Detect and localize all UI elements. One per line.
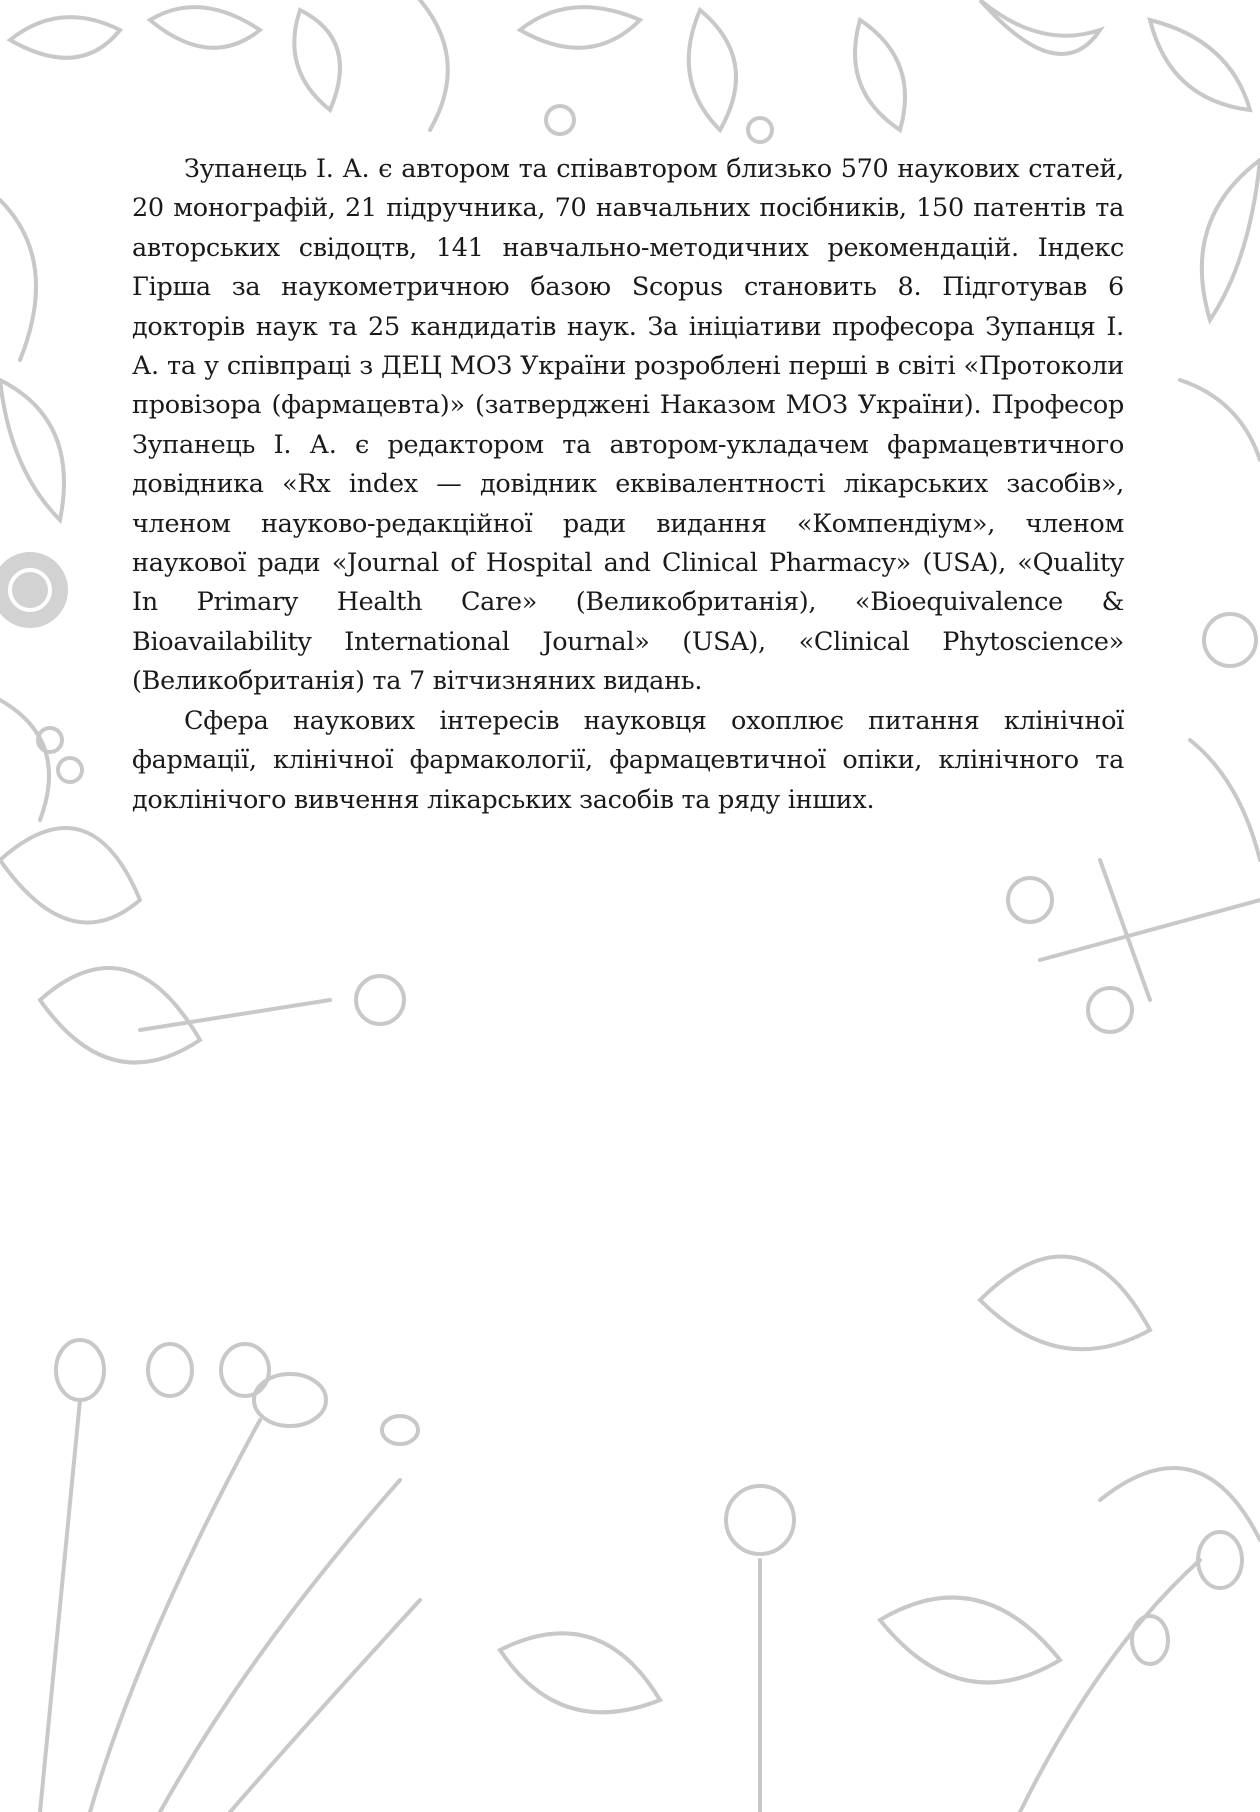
paragraph-research-interests: Сфера наукових інтересів науковця охоплює питання клінічної фармації, клінічної фармакології, фармацевтичної опіки, клінічного та доклінічого вивчення лікарських засобів та ряду інших. (132, 705, 1124, 815)
document-body (132, 150, 1124, 820)
paragraph-publications: Зупанець І. А. є автором та співавтором близько 570 наукових статей, 20 монографій, 21 підручника, 70 навчальних посібників, 150 патентів та авторських свідоцтв, 141 навчально-методичних рекомендацій. Індекс Гірша за наукометричною базою Scopus становить 8. Підготував 6 докторів наук та 25 кандидатів наук. За ініціативи професора Зупанця І. А. та у співпраці з ДЕЦ МОЗ України розроблені перші в світі «Протоколи провізора (фармацевта)» (затверджені Наказом МОЗ України). Професор Зупанець І. А. є редактором та автором-укладачем фармацевтичного довідника «Rx index — довідник еквівалентності лікарських засобів», членом науково-редакційної ради видання «Компендіум», членом наукової ради «Journal of Hospital and Clinical Pharmacy» (USA), «Quality In Primary Health Care» (Великобританія), «Bioequivalence & Bioavailability International Journal» (USA), «Clinical Phytoscience» (Великобританія) та 7 вітчизняних видань. (132, 154, 1124, 697)
